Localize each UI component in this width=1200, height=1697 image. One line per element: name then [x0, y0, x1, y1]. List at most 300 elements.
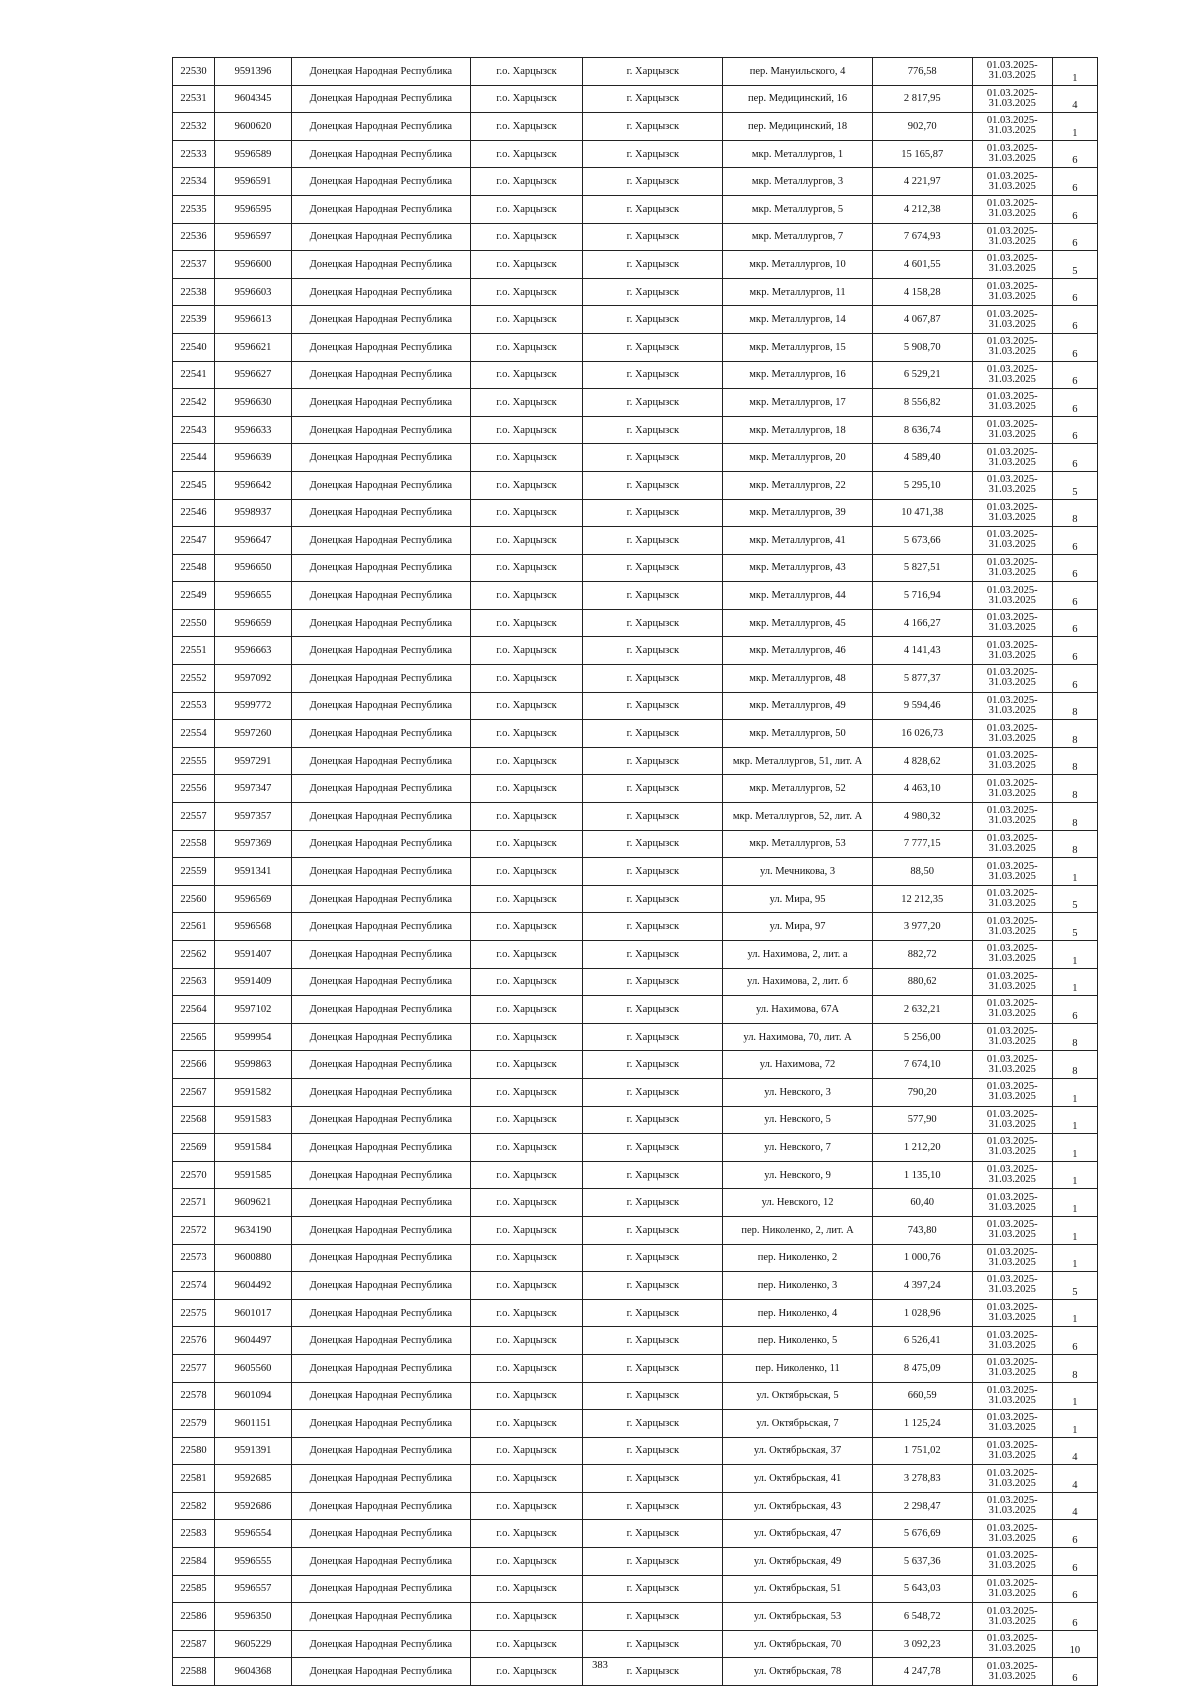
period-cell — [972, 85, 1052, 113]
object-id-cell: 9596568 — [215, 913, 292, 941]
address-cell: мкр. Металлургов, 50 — [723, 720, 872, 748]
area-cell: 1 125,24 — [872, 1410, 972, 1438]
row-number-cell: 22583 — [173, 1520, 215, 1548]
area-cell: 2 632,21 — [872, 996, 972, 1024]
count-cell: 8 — [1052, 692, 1097, 720]
count-cell: 6 — [1052, 1575, 1097, 1603]
period-start: 01.03.2025- — [986, 308, 1038, 320]
area-cell: 1 000,76 — [872, 1244, 972, 1272]
count-cell: 6 — [1052, 278, 1097, 306]
table-row — [173, 195, 1098, 223]
city-cell: г. Харцызск — [583, 941, 723, 969]
row-number-cell: 22558 — [173, 830, 215, 858]
period-end: 31.03.2025 — [988, 1394, 1036, 1406]
object-id-cell: 9596589 — [215, 140, 292, 168]
period-start: 01.03.2025- — [986, 1136, 1038, 1148]
period-cell — [972, 1189, 1052, 1217]
table-row — [173, 885, 1098, 913]
region-cell: Донецкая Народная Республика — [291, 830, 470, 858]
period-start: 01.03.2025- — [986, 777, 1038, 789]
period-cell — [972, 306, 1052, 334]
region-cell: Донецкая Народная Республика — [291, 968, 470, 996]
row-number-cell: 22544 — [173, 444, 215, 472]
period-cell — [972, 251, 1052, 279]
city-cell: г. Харцызск — [583, 278, 723, 306]
city-cell: г. Харцызск — [583, 361, 723, 389]
area-cell: 1 135,10 — [872, 1161, 972, 1189]
object-id-cell: 9592685 — [215, 1465, 292, 1493]
object-id-cell: 9596639 — [215, 444, 292, 472]
table-row — [173, 582, 1098, 610]
address-cell: ул. Невского, 12 — [723, 1189, 872, 1217]
object-id-cell: 9596663 — [215, 637, 292, 665]
city-cell: г. Харцызск — [583, 1106, 723, 1134]
object-id-cell: 9592686 — [215, 1492, 292, 1520]
area-cell: 5 637,36 — [872, 1548, 972, 1576]
count-cell: 6 — [1052, 361, 1097, 389]
count-cell: 6 — [1052, 1603, 1097, 1631]
period-cell — [972, 996, 1052, 1024]
period-end: 31.03.2025 — [988, 1229, 1036, 1241]
district-cell: г.о. Харцызск — [470, 1658, 583, 1686]
count-cell: 1 — [1052, 1382, 1097, 1410]
row-number-cell: 22545 — [173, 471, 215, 499]
period-cell — [972, 665, 1052, 693]
row-number-cell: 22537 — [173, 251, 215, 279]
count-cell: 1 — [1052, 1161, 1097, 1189]
object-id-cell: 9634190 — [215, 1216, 292, 1244]
region-cell: Донецкая Народная Республика — [291, 195, 470, 223]
area-cell: 5 908,70 — [872, 333, 972, 361]
object-id-cell: 9597369 — [215, 830, 292, 858]
city-cell: г. Харцызск — [583, 1354, 723, 1382]
address-cell: пер. Николенко, 2 — [723, 1244, 872, 1272]
city-cell: г. Харцызск — [583, 637, 723, 665]
district-cell: г.о. Харцызск — [470, 665, 583, 693]
row-number-cell: 22548 — [173, 554, 215, 582]
region-cell: Донецкая Народная Республика — [291, 1354, 470, 1382]
area-cell: 3 092,23 — [872, 1630, 972, 1658]
region-cell: Донецкая Народная Республика — [291, 554, 470, 582]
period-end: 31.03.2025 — [988, 1312, 1036, 1324]
period-start: 01.03.2025- — [986, 1191, 1038, 1203]
period-cell — [972, 720, 1052, 748]
object-id-cell: 9604368 — [215, 1658, 292, 1686]
count-cell: 6 — [1052, 195, 1097, 223]
period-end: 31.03.2025 — [988, 787, 1036, 799]
object-id-cell: 9596595 — [215, 195, 292, 223]
area-cell: 790,20 — [872, 1078, 972, 1106]
address-cell: ул. Нахимова, 2, лит. а — [723, 941, 872, 969]
city-cell: г. Харцызск — [583, 1134, 723, 1162]
period-cell — [972, 1520, 1052, 1548]
period-start: 01.03.2025- — [986, 1357, 1038, 1369]
row-number-cell: 22532 — [173, 113, 215, 141]
row-number-cell: 22582 — [173, 1492, 215, 1520]
city-cell: г. Харцызск — [583, 1548, 723, 1576]
object-id-cell: 9596603 — [215, 278, 292, 306]
table-row — [173, 1575, 1098, 1603]
object-id-cell: 9596647 — [215, 527, 292, 555]
area-cell: 15 165,87 — [872, 140, 972, 168]
object-id-cell: 9596630 — [215, 389, 292, 417]
address-cell: ул. Октябрьская, 47 — [723, 1520, 872, 1548]
row-number-cell: 22559 — [173, 858, 215, 886]
row-number-cell: 22587 — [173, 1630, 215, 1658]
row-number-cell: 22551 — [173, 637, 215, 665]
table-row — [173, 1465, 1098, 1493]
region-cell: Донецкая Народная Республика — [291, 1410, 470, 1438]
address-cell: мкр. Металлургов, 22 — [723, 471, 872, 499]
object-id-cell: 9609621 — [215, 1189, 292, 1217]
count-cell: 4 — [1052, 1465, 1097, 1493]
table-row — [173, 609, 1098, 637]
region-cell: Донецкая Народная Республика — [291, 278, 470, 306]
district-cell: г.о. Харцызск — [470, 720, 583, 748]
object-id-cell: 9597102 — [215, 996, 292, 1024]
district-cell: г.о. Харцызск — [470, 1354, 583, 1382]
area-cell: 10 471,38 — [872, 499, 972, 527]
count-cell: 1 — [1052, 968, 1097, 996]
object-id-cell: 9596557 — [215, 1575, 292, 1603]
district-cell: г.о. Харцызск — [470, 885, 583, 913]
city-cell: г. Харцызск — [583, 775, 723, 803]
city-cell: г. Харцызск — [583, 720, 723, 748]
object-id-cell: 9596554 — [215, 1520, 292, 1548]
count-cell: 6 — [1052, 1327, 1097, 1355]
row-number-cell: 22561 — [173, 913, 215, 941]
district-cell: г.о. Харцызск — [470, 58, 583, 86]
period-end: 31.03.2025 — [988, 539, 1036, 551]
table-row — [173, 113, 1098, 141]
period-start: 01.03.2025- — [986, 639, 1038, 651]
city-cell: г. Харцызск — [583, 1161, 723, 1189]
count-cell: 6 — [1052, 389, 1097, 417]
object-id-cell: 9596621 — [215, 333, 292, 361]
region-cell: Донецкая Народная Республика — [291, 885, 470, 913]
row-number-cell: 22576 — [173, 1327, 215, 1355]
city-cell: г. Харцызск — [583, 113, 723, 141]
period-end: 31.03.2025 — [988, 815, 1036, 827]
period-start: 01.03.2025- — [986, 694, 1038, 706]
district-cell: г.о. Харцызск — [470, 803, 583, 831]
count-cell: 6 — [1052, 1548, 1097, 1576]
table-row — [173, 85, 1098, 113]
table-row — [173, 1548, 1098, 1576]
table-row — [173, 1437, 1098, 1465]
period-cell — [972, 1548, 1052, 1576]
address-cell: мкр. Металлургов, 20 — [723, 444, 872, 472]
object-id-cell: 9597260 — [215, 720, 292, 748]
row-number-cell: 22581 — [173, 1465, 215, 1493]
count-cell: 1 — [1052, 1244, 1097, 1272]
row-number-cell: 22557 — [173, 803, 215, 831]
period-end: 31.03.2025 — [988, 346, 1036, 358]
count-cell: 8 — [1052, 775, 1097, 803]
area-cell: 5 827,51 — [872, 554, 972, 582]
table-row — [173, 968, 1098, 996]
period-cell — [972, 168, 1052, 196]
period-cell — [972, 1465, 1052, 1493]
city-cell: г. Харцызск — [583, 195, 723, 223]
count-cell: 1 — [1052, 858, 1097, 886]
district-cell: г.о. Харцызск — [470, 1410, 583, 1438]
region-cell: Донецкая Народная Республика — [291, 1189, 470, 1217]
district-cell: г.о. Харцызск — [470, 830, 583, 858]
period-cell — [972, 278, 1052, 306]
period-start: 01.03.2025- — [986, 87, 1038, 99]
region-cell: Донецкая Народная Республика — [291, 58, 470, 86]
row-number-cell: 22588 — [173, 1658, 215, 1686]
district-cell: г.о. Харцызск — [470, 1216, 583, 1244]
object-id-cell: 9596591 — [215, 168, 292, 196]
period-start: 01.03.2025- — [986, 1219, 1038, 1231]
district-cell: г.о. Харцызск — [470, 1548, 583, 1576]
address-cell: мкр. Металлургов, 7 — [723, 223, 872, 251]
count-cell: 6 — [1052, 996, 1097, 1024]
city-cell: г. Харцызск — [583, 996, 723, 1024]
region-cell: Донецкая Народная Республика — [291, 803, 470, 831]
period-cell — [972, 1382, 1052, 1410]
period-start: 01.03.2025- — [986, 1026, 1038, 1038]
row-number-cell: 22539 — [173, 306, 215, 334]
area-cell: 5 673,66 — [872, 527, 972, 555]
address-cell: ул. Октябрьская, 53 — [723, 1603, 872, 1631]
area-cell: 4 212,38 — [872, 195, 972, 223]
area-cell: 4 247,78 — [872, 1658, 972, 1686]
area-cell: 5 676,69 — [872, 1520, 972, 1548]
district-cell: г.о. Харцызск — [470, 1244, 583, 1272]
period-end: 31.03.2025 — [988, 842, 1036, 854]
object-id-cell: 9597357 — [215, 803, 292, 831]
city-cell: г. Харцызск — [583, 1465, 723, 1493]
district-cell: г.о. Харцызск — [470, 941, 583, 969]
count-cell: 6 — [1052, 527, 1097, 555]
table-row — [173, 996, 1098, 1024]
period-cell — [972, 1630, 1052, 1658]
region-cell: Донецкая Народная Республика — [291, 471, 470, 499]
table-row — [173, 1078, 1098, 1106]
address-cell: ул. Невского, 5 — [723, 1106, 872, 1134]
object-id-cell: 9596627 — [215, 361, 292, 389]
address-cell: ул. Октябрьская, 43 — [723, 1492, 872, 1520]
row-number-cell: 22579 — [173, 1410, 215, 1438]
area-cell: 4 980,32 — [872, 803, 972, 831]
address-cell: ул. Невского, 3 — [723, 1078, 872, 1106]
period-start: 01.03.2025- — [986, 915, 1038, 927]
area-cell: 6 526,41 — [872, 1327, 972, 1355]
address-cell: мкр. Металлургов, 39 — [723, 499, 872, 527]
table-row — [173, 58, 1098, 86]
table-row — [173, 1244, 1098, 1272]
period-end: 31.03.2025 — [988, 1201, 1036, 1213]
region-cell: Донецкая Народная Республика — [291, 306, 470, 334]
address-cell: мкр. Металлургов, 43 — [723, 554, 872, 582]
period-start: 01.03.2025- — [986, 556, 1038, 568]
count-cell: 8 — [1052, 830, 1097, 858]
area-cell: 12 212,35 — [872, 885, 972, 913]
region-cell: Донецкая Народная Республика — [291, 1244, 470, 1272]
row-number-cell: 22584 — [173, 1548, 215, 1576]
district-cell: г.о. Харцызск — [470, 1299, 583, 1327]
object-id-cell: 9596633 — [215, 416, 292, 444]
region-cell: Донецкая Народная Республика — [291, 1382, 470, 1410]
district-cell: г.о. Харцызск — [470, 1465, 583, 1493]
object-id-cell: 9605229 — [215, 1630, 292, 1658]
period-start: 01.03.2025- — [986, 446, 1038, 458]
region-cell: Донецкая Народная Республика — [291, 1603, 470, 1631]
period-cell — [972, 1575, 1052, 1603]
area-cell: 8 636,74 — [872, 416, 972, 444]
period-cell — [972, 333, 1052, 361]
period-end: 31.03.2025 — [988, 566, 1036, 578]
period-end: 31.03.2025 — [988, 1256, 1036, 1268]
city-cell: г. Харцызск — [583, 1520, 723, 1548]
city-cell: г. Харцызск — [583, 1216, 723, 1244]
count-cell: 6 — [1052, 554, 1097, 582]
row-number-cell: 22556 — [173, 775, 215, 803]
period-end: 31.03.2025 — [988, 953, 1036, 965]
row-number-cell: 22546 — [173, 499, 215, 527]
object-id-cell: 9598937 — [215, 499, 292, 527]
address-cell: ул. Октябрьская, 5 — [723, 1382, 872, 1410]
row-number-cell: 22554 — [173, 720, 215, 748]
period-start: 01.03.2025- — [986, 529, 1038, 541]
period-start: 01.03.2025- — [986, 584, 1038, 596]
address-cell: пер. Николенко, 5 — [723, 1327, 872, 1355]
object-id-cell: 9599863 — [215, 1051, 292, 1079]
period-end: 31.03.2025 — [988, 429, 1036, 441]
region-cell: Донецкая Народная Республика — [291, 1023, 470, 1051]
city-cell: г. Харцызск — [583, 665, 723, 693]
period-cell — [972, 1437, 1052, 1465]
district-cell: г.о. Харцызск — [470, 223, 583, 251]
period-start: 01.03.2025- — [986, 170, 1038, 182]
period-end: 31.03.2025 — [988, 1670, 1036, 1682]
city-cell: г. Харцызск — [583, 168, 723, 196]
district-cell: г.о. Харцызск — [470, 1051, 583, 1079]
object-id-cell: 9596597 — [215, 223, 292, 251]
period-end: 31.03.2025 — [988, 1477, 1036, 1489]
region-cell: Донецкая Народная Республика — [291, 168, 470, 196]
period-end: 31.03.2025 — [988, 97, 1036, 109]
table-row — [173, 1106, 1098, 1134]
district-cell: г.о. Харцызск — [470, 113, 583, 141]
district-cell: г.о. Харцызск — [470, 913, 583, 941]
address-cell: мкр. Металлургов, 48 — [723, 665, 872, 693]
region-cell: Донецкая Народная Республика — [291, 1465, 470, 1493]
row-number-cell: 22553 — [173, 692, 215, 720]
region-cell: Донецкая Народная Республика — [291, 1437, 470, 1465]
area-cell: 4 601,55 — [872, 251, 972, 279]
period-cell — [972, 499, 1052, 527]
period-cell — [972, 747, 1052, 775]
city-cell: г. Харцызск — [583, 858, 723, 886]
period-start: 01.03.2025- — [986, 115, 1038, 127]
row-number-cell: 22530 — [173, 58, 215, 86]
period-end: 31.03.2025 — [988, 1505, 1036, 1517]
object-id-cell: 9596613 — [215, 306, 292, 334]
address-cell: ул. Нахимова, 72 — [723, 1051, 872, 1079]
table-row — [173, 140, 1098, 168]
area-cell: 7 674,93 — [872, 223, 972, 251]
count-cell: 6 — [1052, 1520, 1097, 1548]
address-cell: мкр. Металлургов, 15 — [723, 333, 872, 361]
count-cell: 6 — [1052, 609, 1097, 637]
area-cell: 8 475,09 — [872, 1354, 972, 1382]
period-end: 31.03.2025 — [988, 1560, 1036, 1572]
address-cell: пер. Николенко, 3 — [723, 1272, 872, 1300]
period-end: 31.03.2025 — [988, 870, 1036, 882]
city-cell: г. Харцызск — [583, 389, 723, 417]
region-cell: Донецкая Народная Республика — [291, 913, 470, 941]
period-end: 31.03.2025 — [988, 1118, 1036, 1130]
period-cell — [972, 803, 1052, 831]
address-cell: мкр. Металлургов, 46 — [723, 637, 872, 665]
region-cell: Донецкая Народная Республика — [291, 389, 470, 417]
count-cell: 1 — [1052, 1299, 1097, 1327]
period-end: 31.03.2025 — [988, 318, 1036, 330]
period-start: 01.03.2025- — [986, 888, 1038, 900]
period-end: 31.03.2025 — [988, 1146, 1036, 1158]
area-cell: 7 674,10 — [872, 1051, 972, 1079]
region-cell: Донецкая Народная Республика — [291, 858, 470, 886]
registry-table — [172, 57, 1098, 1686]
object-id-cell: 9591409 — [215, 968, 292, 996]
period-start: 01.03.2025- — [986, 198, 1038, 210]
region-cell: Донецкая Народная Республика — [291, 637, 470, 665]
area-cell: 16 026,73 — [872, 720, 972, 748]
area-cell: 4 463,10 — [872, 775, 972, 803]
period-start: 01.03.2025- — [986, 1467, 1038, 1479]
count-cell: 6 — [1052, 140, 1097, 168]
row-number-cell: 22542 — [173, 389, 215, 417]
period-start: 01.03.2025- — [986, 363, 1038, 375]
district-cell: г.о. Харцызск — [470, 444, 583, 472]
address-cell: мкр. Металлургов, 16 — [723, 361, 872, 389]
district-cell: г.о. Харцызск — [470, 85, 583, 113]
period-end: 31.03.2025 — [988, 1284, 1036, 1296]
address-cell: мкр. Металлургов, 51, лит. А — [723, 747, 872, 775]
address-cell: ул. Мира, 97 — [723, 913, 872, 941]
row-number-cell: 22560 — [173, 885, 215, 913]
city-cell: г. Харцызск — [583, 1603, 723, 1631]
district-cell: г.о. Харцызск — [470, 554, 583, 582]
area-cell: 60,40 — [872, 1189, 972, 1217]
period-end: 31.03.2025 — [988, 898, 1036, 910]
count-cell: 6 — [1052, 416, 1097, 444]
region-cell: Донецкая Народная Республика — [291, 1078, 470, 1106]
period-start: 01.03.2025- — [986, 1302, 1038, 1314]
period-cell — [972, 1492, 1052, 1520]
period-end: 31.03.2025 — [988, 1063, 1036, 1075]
table-row — [173, 554, 1098, 582]
period-end: 31.03.2025 — [988, 594, 1036, 606]
period-start: 01.03.2025- — [986, 1329, 1038, 1341]
period-cell — [972, 1603, 1052, 1631]
district-cell: г.о. Харцызск — [470, 471, 583, 499]
row-number-cell: 22585 — [173, 1575, 215, 1603]
city-cell: г. Харцызск — [583, 1189, 723, 1217]
city-cell: г. Харцызск — [583, 527, 723, 555]
region-cell: Донецкая Народная Республика — [291, 1134, 470, 1162]
region-cell: Донецкая Народная Республика — [291, 1548, 470, 1576]
district-cell: г.о. Харцызск — [470, 140, 583, 168]
period-start: 01.03.2025- — [986, 970, 1038, 982]
row-number-cell: 22534 — [173, 168, 215, 196]
period-start: 01.03.2025- — [986, 1577, 1038, 1589]
count-cell: 5 — [1052, 885, 1097, 913]
